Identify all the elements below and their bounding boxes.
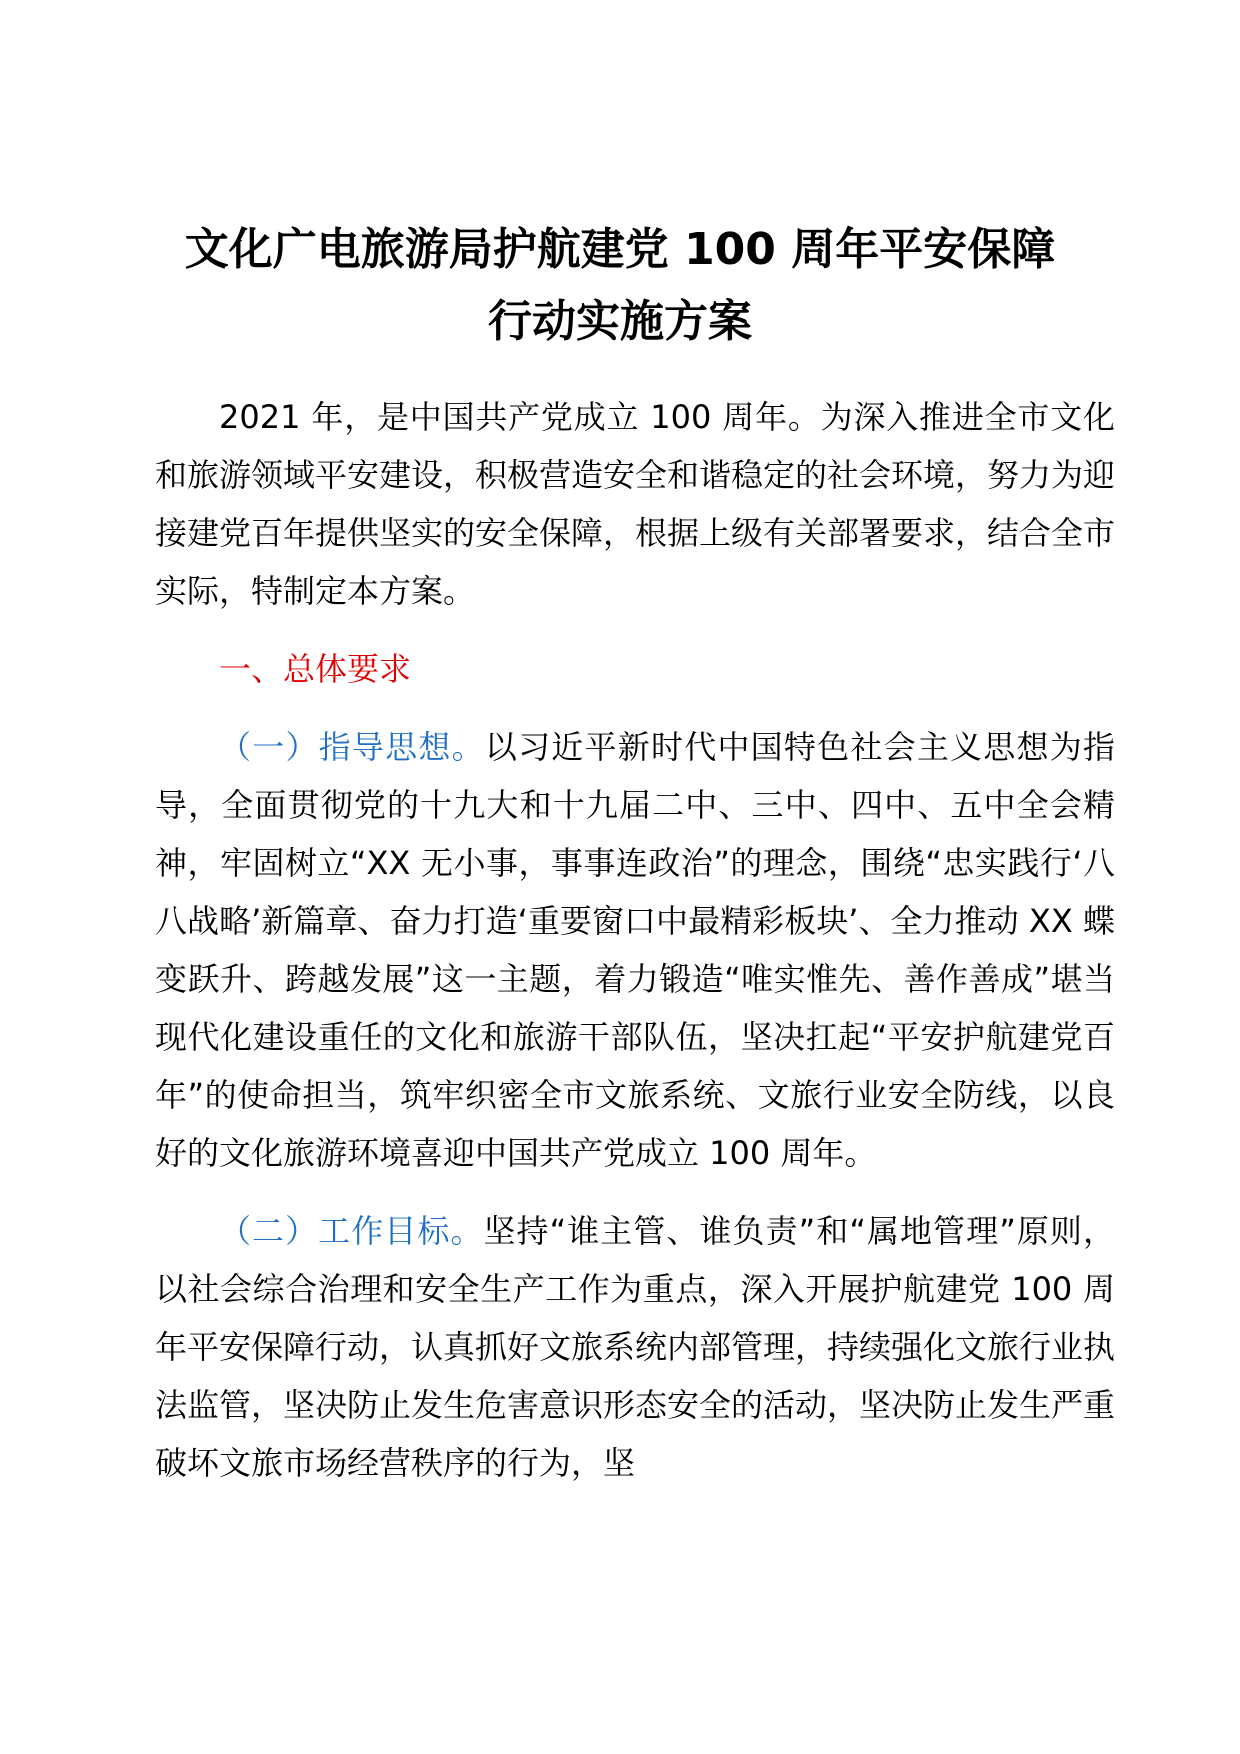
guiding-ideology-text: 以习近平新时代中国特色社会主义思想为指导，全面贯彻党的十九大和十九届二中、三中、四中、五中全会精神，牢固树立“XX 无小事，事事连政治”的理念，围绕“忠实践行‘八八战略’新篇章、奋力打造‘重要窗口中最精彩板块’、全力推动 XX 蝶变跃升、跨越发展”这一主题，着力锻造“唯实惟先、善作善成”堪当现代化建设重任的文化和旅游干部队伍，坚决扛起“平安护航建党百年”的使命担当，筑牢织密全市文旅系统、文旅行业安全防线，以良好的文化旅游环境喜迎中国共产党成立 100 周年。 (155, 728, 1115, 1172)
document-title-line-2: 行动实施方案 (488, 296, 752, 347)
document-body (155, 388, 1115, 1512)
guiding-ideology-paragraph (155, 718, 1115, 1182)
work-goals-paragraph (155, 1202, 1115, 1492)
guiding-ideology-label: （一）指导思想。 (219, 728, 485, 766)
section-heading-general-requirements: 一、总体要求 (219, 650, 412, 688)
work-goals-label: （二）工作目标。 (219, 1212, 484, 1250)
intro-paragraph: 2021 年，是中国共产党成立 100 周年。为深入推进全市文化和旅游领域平安建设，积极营造安全和谐稳定的社会环境，努力为迎接建党百年提供坚实的安全保障，根据上级有关部署要求，结合全市实际，特制定本方案。 (155, 398, 1116, 610)
work-goals-text: 坚持“谁主管、谁负责”和“属地管理”原则，以社会综合治理和安全生产工作为重点，深入开展护航建党 100 周年平安保障行动，认真抓好文旅系统内部管理，持续强化文旅行业执法监管，坚决防止发生危害意识形态安全的活动，坚决防止发生严重破坏文旅市场经营秩序的行为，坚 (155, 1212, 1116, 1482)
document-title-line-1: 文化广电旅游局护航建党 100 周年平安保障 (184, 224, 1056, 275)
